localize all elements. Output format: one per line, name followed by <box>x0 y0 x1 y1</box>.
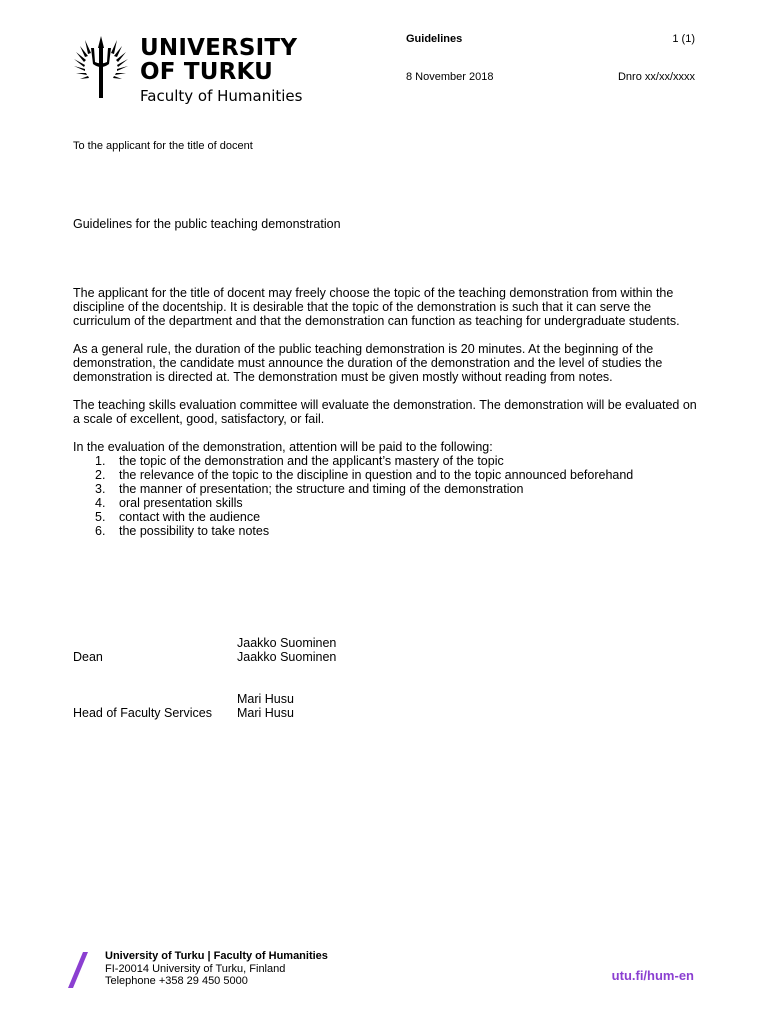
criteria-item <box>73 524 701 538</box>
criteria-list <box>73 454 701 538</box>
signature-head-of-services <box>73 692 493 720</box>
criteria-number: 2. <box>95 468 106 482</box>
document-type-label: Guidelines <box>406 33 463 45</box>
footer-slash-icon <box>66 950 90 990</box>
reference-number: Dnro xx/xx/xxxx <box>617 71 695 83</box>
criteria-item <box>73 482 701 496</box>
footer-contact <box>105 950 328 988</box>
recipient-line: To the applicant for the title of docent <box>73 140 253 152</box>
signature-name-bottom: Mari Husu <box>237 706 294 720</box>
footer-address: FI-20014 University of Turku, Finland <box>105 962 286 975</box>
criteria-text: the possibility to take notes <box>119 524 270 538</box>
criteria-number: 5. <box>95 510 106 524</box>
signature-section <box>73 636 493 748</box>
signature-name-bottom: Jaakko Suominen <box>237 650 337 664</box>
document-date: 8 November 2018 <box>406 71 494 83</box>
faculty-name: Faculty of Humanities <box>140 87 303 105</box>
university-logo <box>72 34 312 110</box>
criteria-text: the manner of presentation; the structure and timing of the demonstration <box>119 482 524 496</box>
university-name-line2: OF TURKU <box>140 59 274 85</box>
footer-phone: Telephone +358 29 450 5000 <box>105 975 248 987</box>
footer-organization: University of Turku | Faculty of Humanities <box>105 950 328 962</box>
criteria-number: 4. <box>95 496 106 510</box>
document-body <box>73 286 701 538</box>
university-name-line1: UNIVERSITY <box>140 35 298 61</box>
university-name <box>140 36 297 84</box>
paragraph-criteria-intro: In the evaluation of the demonstration, attention will be paid to the following: <box>73 440 493 454</box>
document-subject: Guidelines for the public teaching demonstration <box>73 217 341 231</box>
signature-title: Dean <box>73 650 103 664</box>
criteria-item <box>73 496 701 510</box>
criteria-item <box>73 468 701 482</box>
criteria-text: contact with the audience <box>119 510 261 524</box>
paragraph-topic: The applicant for the title of docent may freely choose the topic of the teaching demonstration from within the discipline of the docentship. It is desirable that the topic of the demonstration is such that it can serve the curriculum of the department and that the demonstration can function as teaching for undergraduate students. <box>73 286 680 328</box>
criteria-number: 3. <box>95 482 106 496</box>
signature-title: Head of Faculty Services <box>73 706 212 720</box>
paragraph-evaluation: The teaching skills evaluation committee will evaluate the demonstration. The demonstration will be evaluated on a scale of excellent, good, satisfactory, or fail. <box>73 398 697 426</box>
signature-name-top: Mari Husu <box>237 692 294 706</box>
criteria-text: oral presentation skills <box>119 496 243 510</box>
signature-name-top: Jaakko Suominen <box>237 636 337 650</box>
criteria-item <box>73 510 701 524</box>
criteria-number: 1. <box>95 454 106 468</box>
criteria-text: the relevance of the topic to the discipline in question and to the topic announced beforehand <box>119 468 634 482</box>
page-number: 1 (1) <box>672 33 695 45</box>
torch-laurel-icon <box>72 34 130 98</box>
criteria-item <box>73 454 701 468</box>
paragraph-duration: As a general rule, the duration of the public teaching demonstration is 20 minutes. At the beginning of the demonstration, the candidate must announce the duration of the demonstration and the level of studies the demonstration is directed at. The demonstration must be given mostly without reading from notes. <box>73 342 663 384</box>
signature-dean <box>73 636 493 664</box>
criteria-number: 6. <box>95 524 106 538</box>
criteria-text: the topic of the demonstration and the applicant’s mastery of the topic <box>119 454 504 468</box>
footer-website-link[interactable]: utu.fi/hum-en <box>611 968 694 983</box>
